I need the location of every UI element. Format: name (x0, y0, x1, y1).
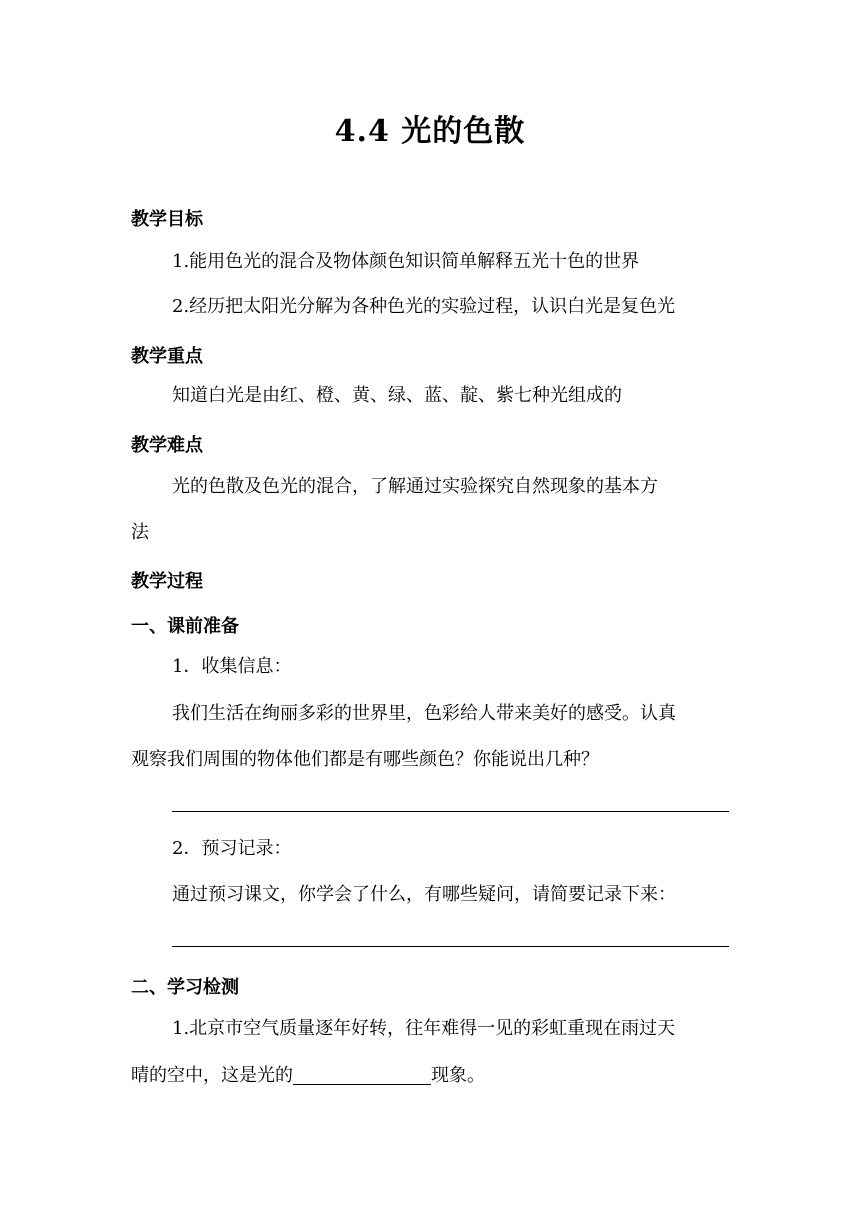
objective-item-1: 1.能用色光的混合及物体颜色知识简单解释五光十色的世界 (172, 251, 640, 272)
page-title: 4.4 光的色散 (334, 114, 526, 149)
answer-line-2 (172, 946, 729, 947)
collect-info-line-2: 观察我们周围的物体他们都是有哪些颜色？你能说出几种？ (131, 749, 599, 770)
difficulties-line-1: 光的色散及色光的混合，了解通过实验探究自然现象的基本方 (172, 476, 658, 497)
key-points-text: 知道白光是由红、橙、黄、绿、蓝、靛、紫七种光组成的 (172, 385, 622, 406)
preview-record-text: 通过预习课文，你学会了什么，有哪些疑问，请简要记录下来： (172, 884, 676, 905)
collect-info-label: 1．收集信息： (172, 656, 292, 677)
process-heading: 教学过程 (131, 571, 203, 592)
section-2-heading: 二、学习检测 (131, 977, 239, 998)
difficulties-line-2: 法 (131, 522, 149, 543)
question-1-line-1: 1.北京市空气质量逐年好转，往年难得一见的彩虹重现在雨过天 (172, 1018, 676, 1039)
difficulties-heading: 教学难点 (131, 435, 203, 456)
preview-record-label: 2．预习记录： (172, 838, 292, 859)
answer-line-1 (172, 811, 729, 812)
objective-item-2: 2.经历把太阳光分解为各种色光的实验过程，认识白光是复色光 (172, 296, 676, 317)
section-1-heading: 一、课前准备 (131, 616, 239, 637)
question-1-line-2 (131, 1054, 485, 1098)
collect-info-line-1: 我们生活在绚丽多彩的世界里，色彩给人带来美好的感受。认真 (172, 703, 676, 724)
question-1-text-before: 晴的空中，这是光的 (131, 1065, 293, 1086)
key-points-heading: 教学重点 (131, 346, 203, 367)
question-1-text-after: 现象。 (431, 1065, 485, 1086)
fill-blank (293, 1066, 431, 1085)
objectives-heading: 教学目标 (131, 209, 203, 230)
